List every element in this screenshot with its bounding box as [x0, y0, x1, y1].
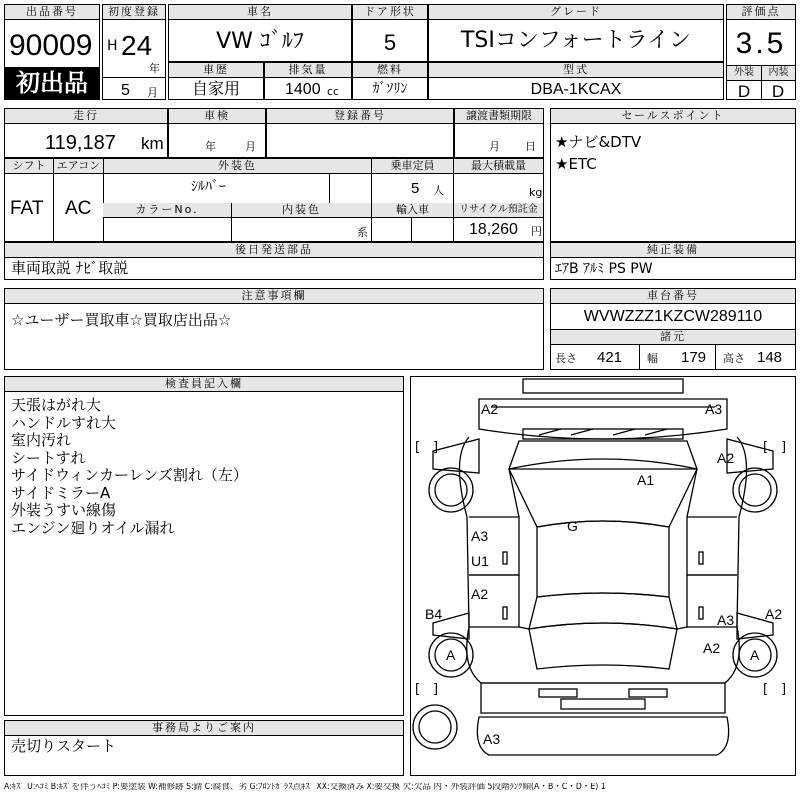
- width-value: 179: [681, 349, 707, 366]
- standard-equipment-label: 純正装備: [551, 243, 795, 258]
- later-parts-label: 後日発送部品: [5, 243, 543, 258]
- registration-box: [102, 4, 166, 100]
- bracket-mark: [: [763, 682, 769, 697]
- mileage-box: [4, 108, 168, 158]
- inspector-item: 室内汚れ: [11, 431, 72, 449]
- bracket-mark: ]: [433, 682, 439, 697]
- capacity-label: 乗車定員: [371, 159, 453, 174]
- model-code-value: DBA-1KCAX: [530, 81, 622, 98]
- capacity-value: 5: [411, 180, 420, 197]
- lot-number: 90009: [9, 29, 93, 62]
- damage-mark: A: [446, 647, 456, 663]
- width-label: 幅: [647, 352, 658, 365]
- mileage-value: 119,187: [45, 132, 116, 154]
- damage-mark: A: [750, 647, 760, 663]
- exterior-score-label: 外装: [727, 66, 761, 81]
- notes-box: [4, 288, 544, 370]
- spec-box: [4, 158, 544, 242]
- damage-mark: A2: [717, 450, 735, 466]
- damage-mark: G: [567, 518, 578, 534]
- sales-points-label: セールスポイント: [551, 109, 795, 124]
- damage-mark: B4: [425, 606, 443, 622]
- inspector-label: 検査員記入欄: [5, 377, 403, 392]
- bracket-mark: ]: [781, 682, 787, 697]
- reg-number-label: 登録番号: [267, 109, 453, 124]
- reg-number-box: [266, 108, 454, 158]
- chassis-value: WVWZZZ1KZCW289110: [583, 308, 763, 325]
- registration-year: 24: [121, 30, 153, 61]
- bracket-mark: [: [415, 440, 421, 455]
- grade-label: グレード: [429, 5, 723, 20]
- bracket-mark: [: [415, 682, 421, 697]
- displacement-box: [264, 62, 352, 100]
- sales-point-item: ★ナビ&DTV: [555, 133, 642, 151]
- registration-month: 5: [121, 82, 130, 99]
- length-label: 長さ: [555, 352, 577, 365]
- damage-mark: A2: [703, 640, 721, 656]
- office-box: [4, 720, 404, 776]
- model-code-box: [428, 62, 724, 100]
- aircon-label: エアコン: [53, 159, 103, 174]
- interior-score: D: [771, 82, 785, 101]
- interior-color-unit: 系: [357, 226, 368, 239]
- month-unit: 月: [147, 86, 158, 99]
- lot-box: [4, 4, 100, 100]
- notes-value: ☆ユーザー買取車☆買取店出品☆: [11, 311, 232, 329]
- score-box: [726, 4, 796, 100]
- recycle-label: リサイクル預託金: [453, 203, 543, 218]
- transfer-month-unit: 月: [489, 140, 500, 153]
- aircon-value: AC: [65, 198, 92, 219]
- sales-points-box: [550, 108, 796, 242]
- color-no-label: カラーNo.: [103, 203, 231, 218]
- height-label: 高さ: [723, 352, 745, 365]
- inspection-month-unit: 月: [245, 140, 256, 153]
- mileage-unit: km: [141, 134, 164, 153]
- recycle-value: 18,260: [469, 221, 518, 238]
- transfer-box: [454, 108, 544, 158]
- office-value: 売切りスタート: [11, 737, 117, 755]
- inspector-item: 外装うすい線傷: [11, 501, 117, 519]
- inspector-item: シートすれ: [11, 448, 86, 467]
- inspector-item: エンジン廻りオイル漏れ: [11, 518, 175, 537]
- damage-mark: A3: [717, 612, 735, 628]
- damage-mark: A2: [471, 586, 489, 602]
- interior-color-label: 内装色: [231, 203, 371, 218]
- exterior-color-value: ｼﾙﾊﾞｰ: [191, 179, 226, 195]
- door-label: ドア形状: [353, 5, 427, 20]
- inspector-box: [4, 376, 404, 716]
- inspector-item: 天張はがれ大: [11, 396, 102, 414]
- history-box: [168, 62, 264, 100]
- length-value: 421: [597, 349, 623, 366]
- damage-mark: U1: [471, 553, 489, 569]
- lot-label: 出品番号: [5, 5, 99, 20]
- damage-mark: A2: [481, 401, 499, 417]
- door-box: [352, 4, 428, 62]
- sales-point-item: ★ETC: [555, 155, 597, 173]
- mileage-label: 走行: [5, 109, 167, 124]
- registration-era: H: [107, 38, 118, 54]
- interior-score-label: 内装: [761, 66, 795, 81]
- bracket-mark: ]: [433, 440, 439, 455]
- displacement-value: 1400: [285, 81, 321, 98]
- grade-value: TSIコンフォートライン: [460, 28, 692, 53]
- damage-mark: A3: [705, 401, 723, 417]
- fuel-value: ｶﾞｿﾘﾝ: [372, 81, 408, 97]
- fuel-box: [352, 62, 428, 100]
- transfer-day-unit: 日: [525, 140, 536, 153]
- capacity-unit: 人: [433, 184, 444, 197]
- damage-mark: A3: [471, 528, 489, 544]
- sales-points-list: [555, 131, 641, 175]
- notes-label: 注意事項欄: [5, 289, 543, 304]
- history-label: 車歴: [169, 63, 263, 78]
- exterior-color-label: 外装色: [103, 159, 371, 174]
- fuel-label: 燃料: [353, 63, 427, 78]
- bracket-mark: ]: [781, 440, 787, 455]
- inspection-label: 車検: [169, 109, 265, 124]
- car-name-box: [168, 4, 352, 62]
- dimensions-label: 諸元: [551, 330, 795, 345]
- inspector-item: サイドミラーA: [11, 483, 111, 502]
- model-code-label: 型式: [429, 63, 723, 78]
- standard-equipment-value: ｴｱB ｱﾙﾐ PS PW: [555, 261, 653, 277]
- displacement-label: 排気量: [265, 63, 351, 78]
- bracket-mark: [: [763, 440, 769, 455]
- inspector-item: サイドウィンカーレンズ割れ（左）: [11, 466, 248, 484]
- inspector-list: [11, 397, 248, 537]
- transfer-label: 譲渡書類期限: [455, 109, 543, 124]
- car-outline: [411, 377, 795, 775]
- registration-label: 初度登録: [103, 5, 165, 20]
- later-parts-box: [4, 242, 544, 280]
- legend-text: A:ｷｽﾞ U:ﾍｺﾐ B:ｷｽﾞを伴うﾍｺﾐ P:要塗装 W:補修跡 S:錆 C:腐食、劣 G:ﾌﾛﾝﾄｶﾞﾗｽ点ｷｽﾞ XX:交換済み X:要交換 欠:欠品 内・外装評価 5段階ﾗﾝｸ順(A・B・C・D・E) 1: [4, 783, 606, 792]
- max-load-label: 最大積載量: [453, 159, 543, 174]
- car-name-label: 車名: [169, 5, 351, 20]
- door-value: 5: [383, 30, 397, 55]
- shift-label: シフト: [5, 159, 53, 174]
- damage-mark: A2: [765, 606, 783, 622]
- shift-value: FAT: [10, 198, 44, 219]
- max-load-unit: kg: [529, 186, 543, 199]
- exterior-score: D: [737, 82, 751, 101]
- displacement-unit: cc: [327, 85, 340, 98]
- later-parts-value: 車両取説 ﾅﾋﾞ取説: [11, 259, 129, 277]
- import-label: 輸入車: [371, 203, 453, 218]
- standard-equipment-box: [550, 242, 796, 280]
- office-label: 事務局よりご案内: [5, 721, 403, 736]
- inspection-year-unit: 年: [205, 140, 216, 153]
- damage-mark: A3: [483, 731, 501, 747]
- score-label: 評価点: [727, 5, 795, 20]
- car-diagram: [410, 376, 796, 776]
- first-listing-badge: 初出品: [5, 67, 99, 99]
- damage-mark: A1: [637, 472, 655, 488]
- chassis-box: [550, 288, 796, 370]
- height-value: 148: [757, 349, 783, 366]
- year-unit: 年: [149, 62, 160, 75]
- inspection-box: [168, 108, 266, 158]
- grade-box: [428, 4, 724, 62]
- history-value: 自家用: [191, 79, 240, 98]
- car-name-value: VW ｺﾞﾙﾌ: [216, 29, 304, 54]
- inspector-item: ハンドルすれ大: [11, 413, 117, 432]
- chassis-label: 車台番号: [551, 289, 795, 304]
- recycle-unit: 円: [531, 225, 542, 238]
- score-value: 3.5: [735, 27, 787, 60]
